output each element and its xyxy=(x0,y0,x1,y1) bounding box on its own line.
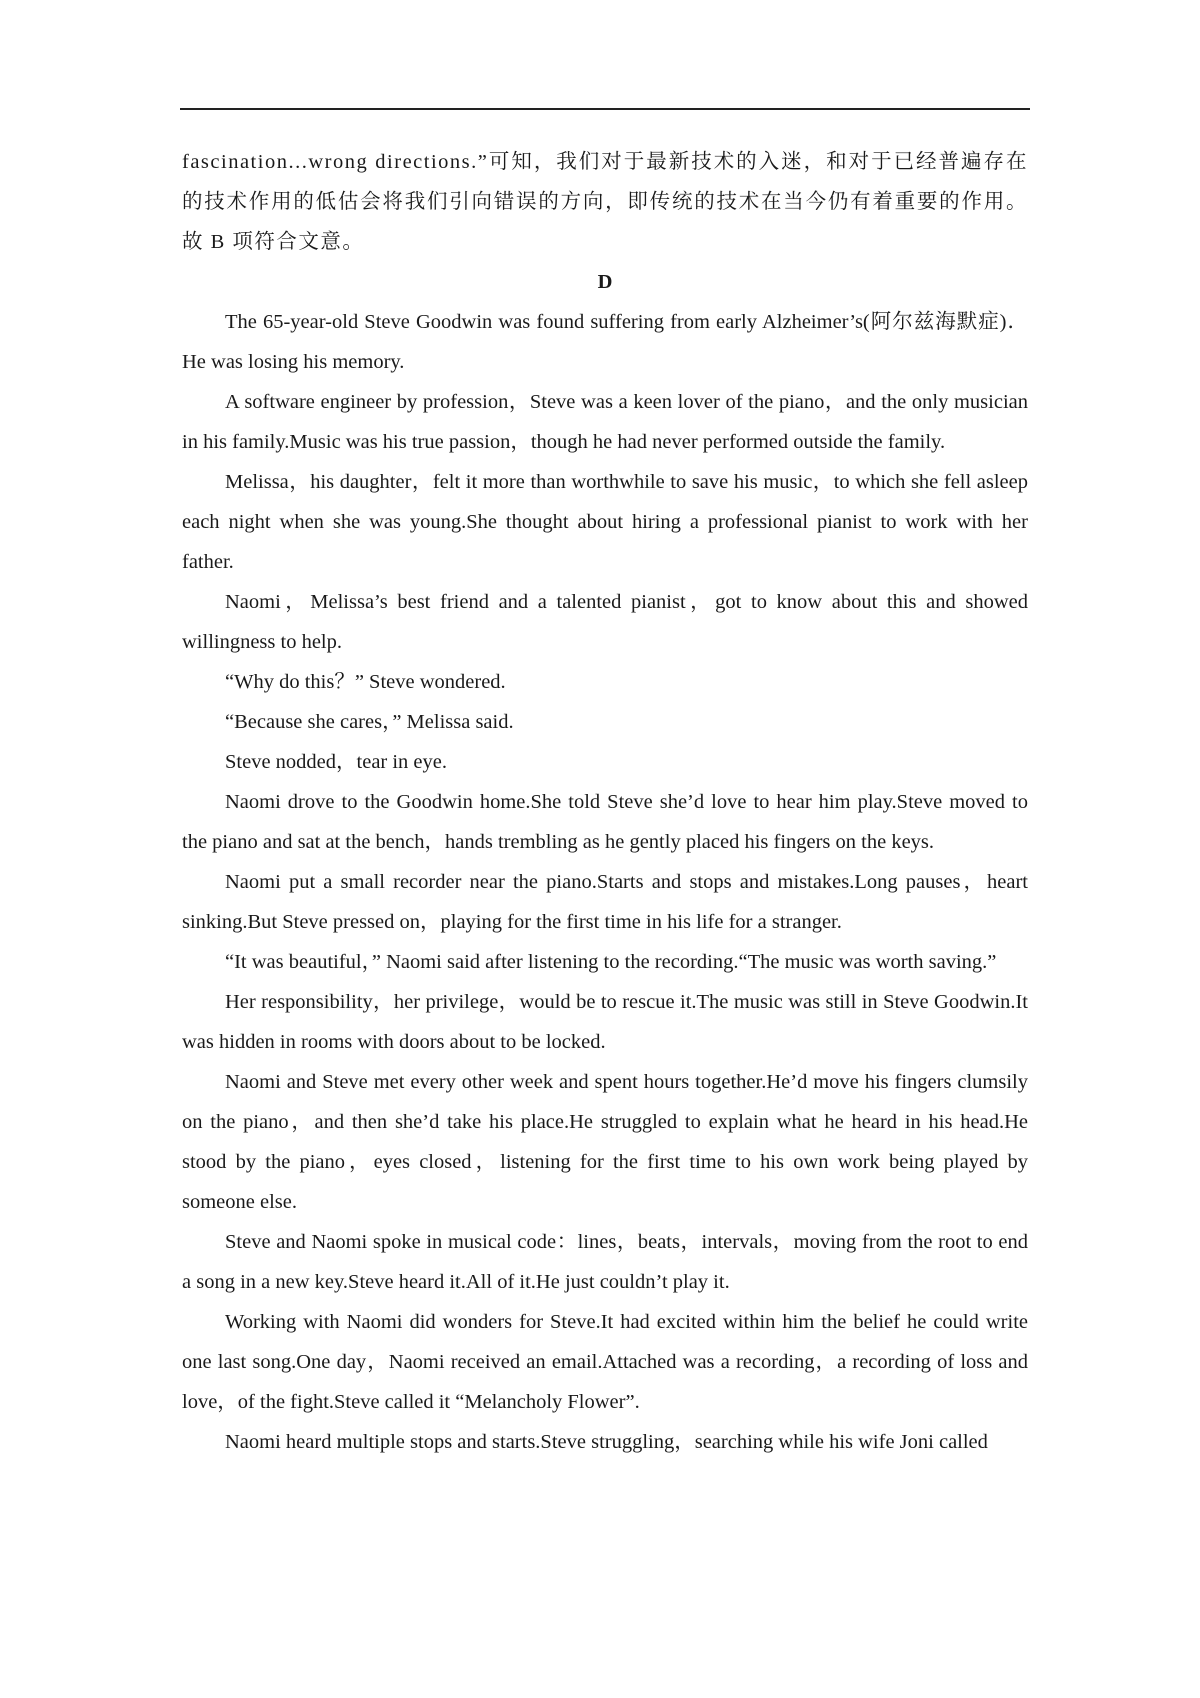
dialogue-line: “Why do this？” Steve wondered. xyxy=(225,671,506,693)
paragraph: Her responsibility，her privilege，would be to rescue it.The music was still in Steve Goodwin.It was hidden in rooms with doors about to be locked. xyxy=(182,991,1028,1053)
paragraph: Naomi put a small recorder near the piano.Starts and stops and mistakes.Long pauses，heart sinking.But Steve pressed on，playing for the first time in his life for a stranger. xyxy=(182,871,1028,933)
intro-paragraph: fascination...wrong directions.”可知，我们对于最新技术的入迷，和对于已经普遍存在的技术作用的低估会将我们引向错误的方向，即传统的技术在当今仍有着重要的作用。故 B 项符合文意。 xyxy=(182,151,1028,253)
dialogue-line: “It was beautiful，” Naomi said after listening to the recording.“The music was worth saving.” xyxy=(225,951,997,973)
paragraph: Naomi drove to the Goodwin home.She told Steve she’d love to hear him play.Steve moved to the piano and sat at the bench，hands trembling as he gently placed his fingers on the keys. xyxy=(182,791,1028,853)
paragraph: Naomi and Steve met every other week and spent hours together.He’d move his fingers clumsily on the piano，and then she’d take his place.He struggled to explain what he heard in his head.He stood by the piano，eyes closed，listening for the first time to his own work being played by someone else. xyxy=(182,1071,1028,1213)
paragraph: Melissa，his daughter，felt it more than worthwhile to save his music，to which she fell asleep each night when she was young.She thought about hiring a professional pianist to work with her father. xyxy=(182,471,1028,573)
dialogue-line: “Because she cares，” Melissa said. xyxy=(225,711,514,733)
section-heading: D xyxy=(597,271,613,293)
paragraph: Naomi，Melissa’s best friend and a talented pianist，got to know about this and showed willingness to help. xyxy=(182,591,1028,653)
paragraph: Steve nodded，tear in eye. xyxy=(225,751,448,773)
paragraph: The 65-year-old Steve Goodwin was found suffering from early Alzheimer’s(阿尔兹海默症)．He was losing his memory. xyxy=(182,311,1028,373)
paragraph: Naomi heard multiple stops and starts.Steve struggling，searching while his wife Joni called xyxy=(225,1431,988,1453)
header-rule xyxy=(180,108,1030,110)
paragraph: Working with Naomi did wonders for Steve.It had excited within him the belief he could write one last song.One day，Naomi received an email.Attached was a recording，a recording of loss and love，of the fight.Steve called it “Melancholy Flower”. xyxy=(182,1311,1028,1413)
paragraph: Steve and Naomi spoke in musical code：lines，beats，intervals，moving from the root to end a song in a new key.Steve heard it.All of it.He just couldn’t play it. xyxy=(182,1231,1028,1293)
paragraph: A software engineer by profession，Steve was a keen lover of the piano，and the only musician in his family.Music was his true passion，though he had never performed outside the family. xyxy=(182,391,1028,453)
document-body xyxy=(182,142,1028,1462)
